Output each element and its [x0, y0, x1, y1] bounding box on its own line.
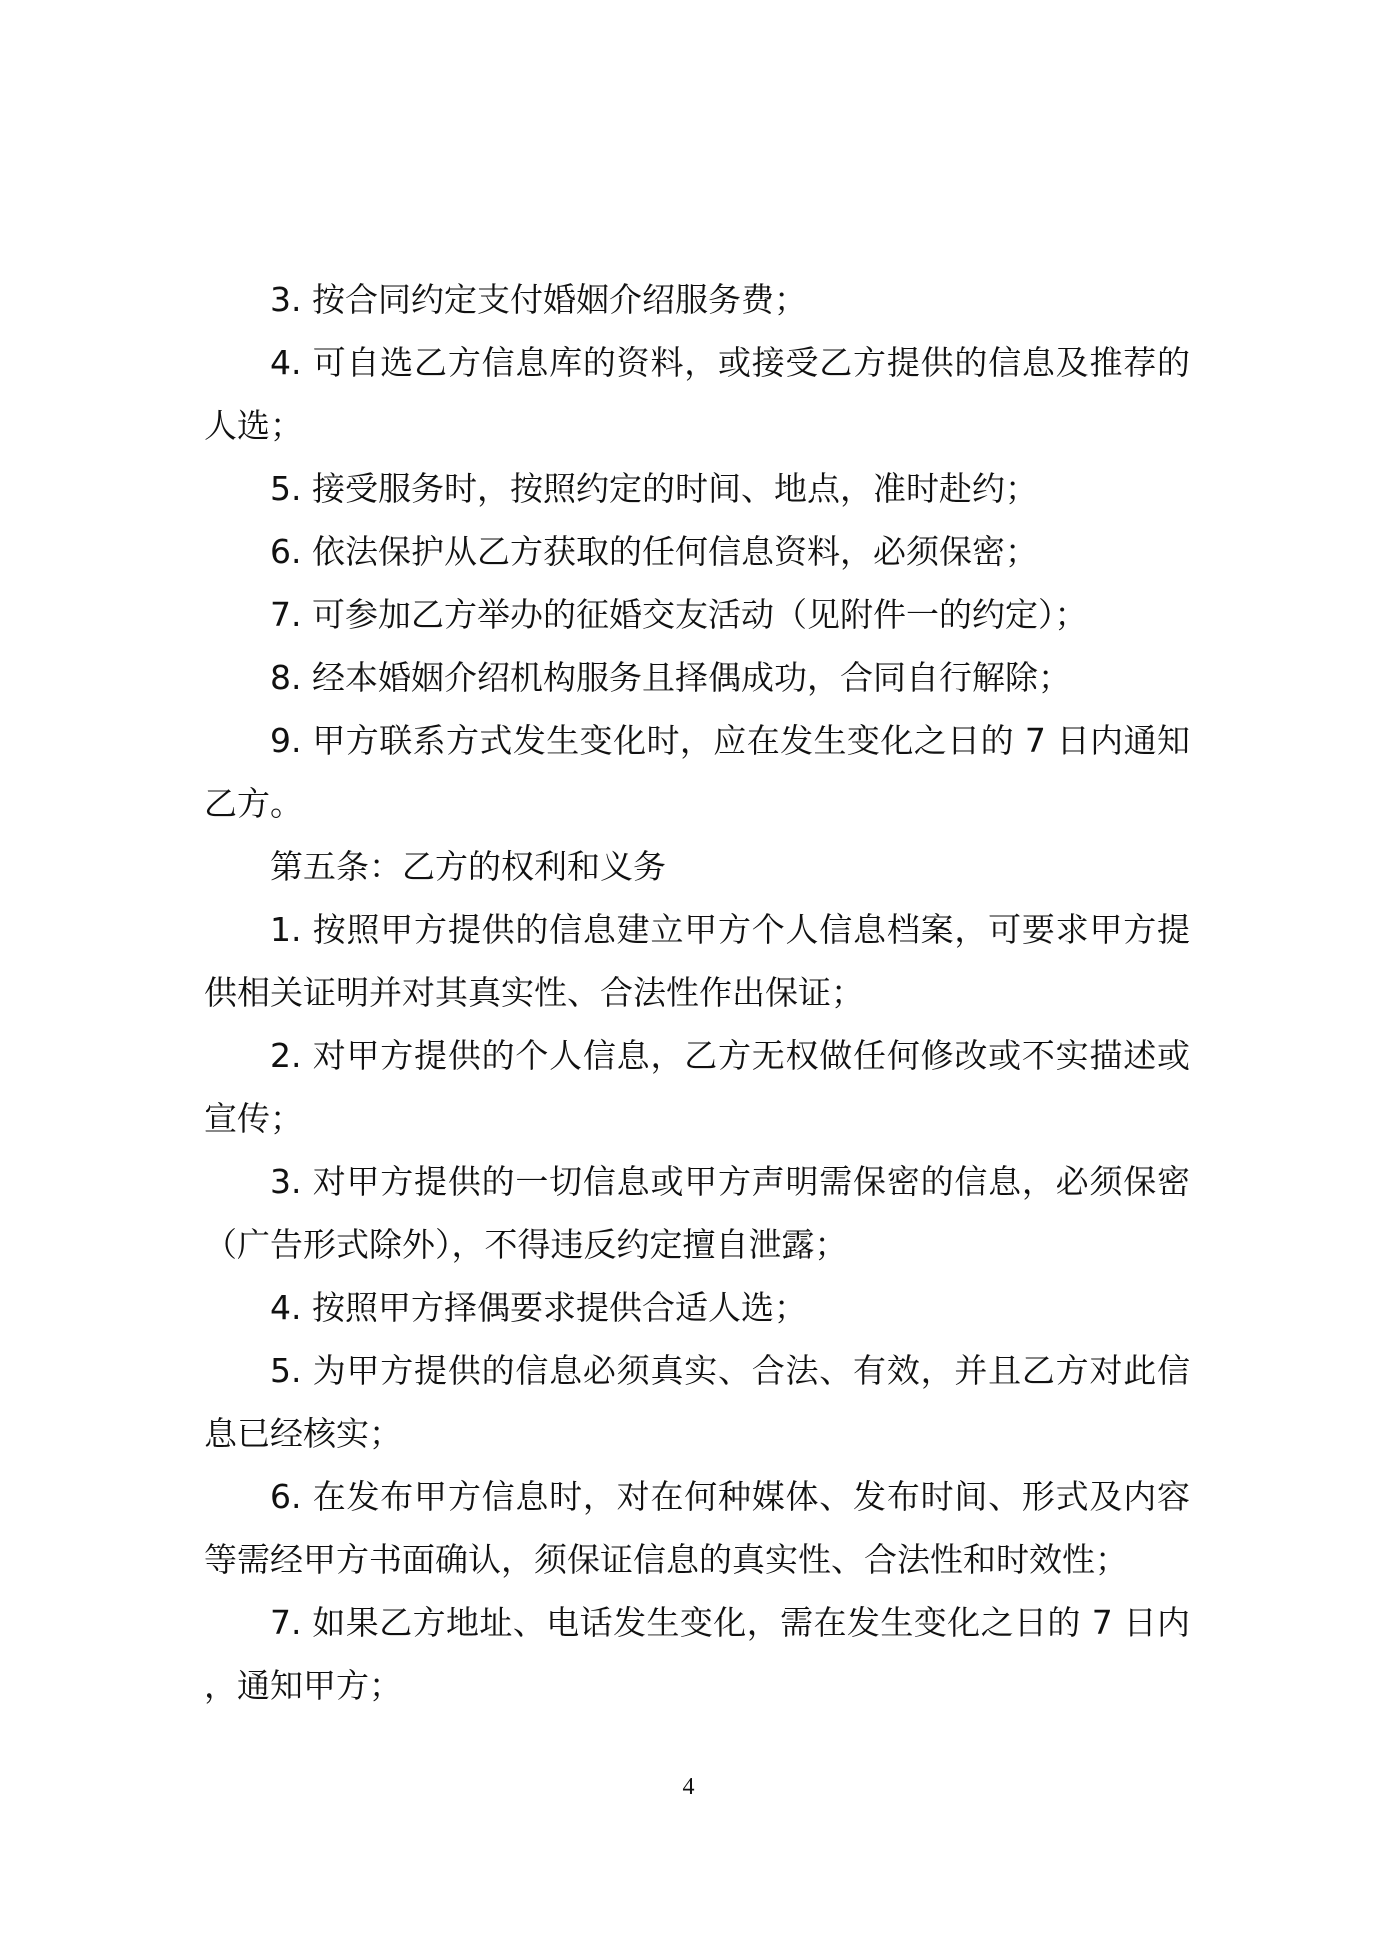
clause-item-a3: 3. 按合同约定支付婚姻介绍服务费；	[270, 280, 807, 319]
clause-item-a4: 4. 可自选乙方信息库的资料，或接受乙方提供的信息及推荐的人选；	[204, 343, 1190, 445]
clause-item-b2: 2. 对甲方提供的个人信息，乙方无权做任何修改或不实描述或宣传；	[204, 1036, 1190, 1138]
page-number: 4	[682, 1774, 695, 1800]
clause-item-a9: 9. 甲方联系方式发生变化时，应在发生变化之日的 7 日内通知乙方。	[204, 721, 1190, 823]
document-body	[204, 268, 1190, 1717]
clause-item-a8: 8. 经本婚姻介绍机构服务且择偶成功，合同自行解除；	[270, 658, 1071, 697]
clause-item-a6: 6. 依法保护从乙方获取的任何信息资料，必须保密；	[270, 532, 1038, 571]
clause-item-b5: 5. 为甲方提供的信息必须真实、合法、有效，并且乙方对此信息已经核实；	[204, 1351, 1190, 1453]
clause-item-b3: 3. 对甲方提供的一切信息或甲方声明需保密的信息，必须保密（广告形式除外），不得违反约定擅自泄露；	[204, 1162, 1190, 1264]
clause-item-b6: 6. 在发布甲方信息时，对在何种媒体、发布时间、形式及内容等需经甲方书面确认，须保证信息的真实性、合法性和时效性；	[204, 1477, 1190, 1579]
section-heading-article-5: 第五条：乙方的权利和义务	[270, 847, 666, 886]
clause-item-b1: 1. 按照甲方提供的信息建立甲方个人信息档案，可要求甲方提供相关证明并对其真实性、合法性作出保证；	[204, 910, 1190, 1012]
clause-item-b7: 7. 如果乙方地址、电话发生变化，需在发生变化之日的 7 日内，通知甲方；	[204, 1603, 1190, 1705]
clause-item-a7: 7. 可参加乙方举办的征婚交友活动（见附件一的约定）；	[270, 595, 1088, 634]
clause-item-a5: 5. 接受服务时，按照约定的时间、地点，准时赴约；	[270, 469, 1038, 508]
clause-item-b4: 4. 按照甲方择偶要求提供合适人选；	[270, 1288, 807, 1327]
